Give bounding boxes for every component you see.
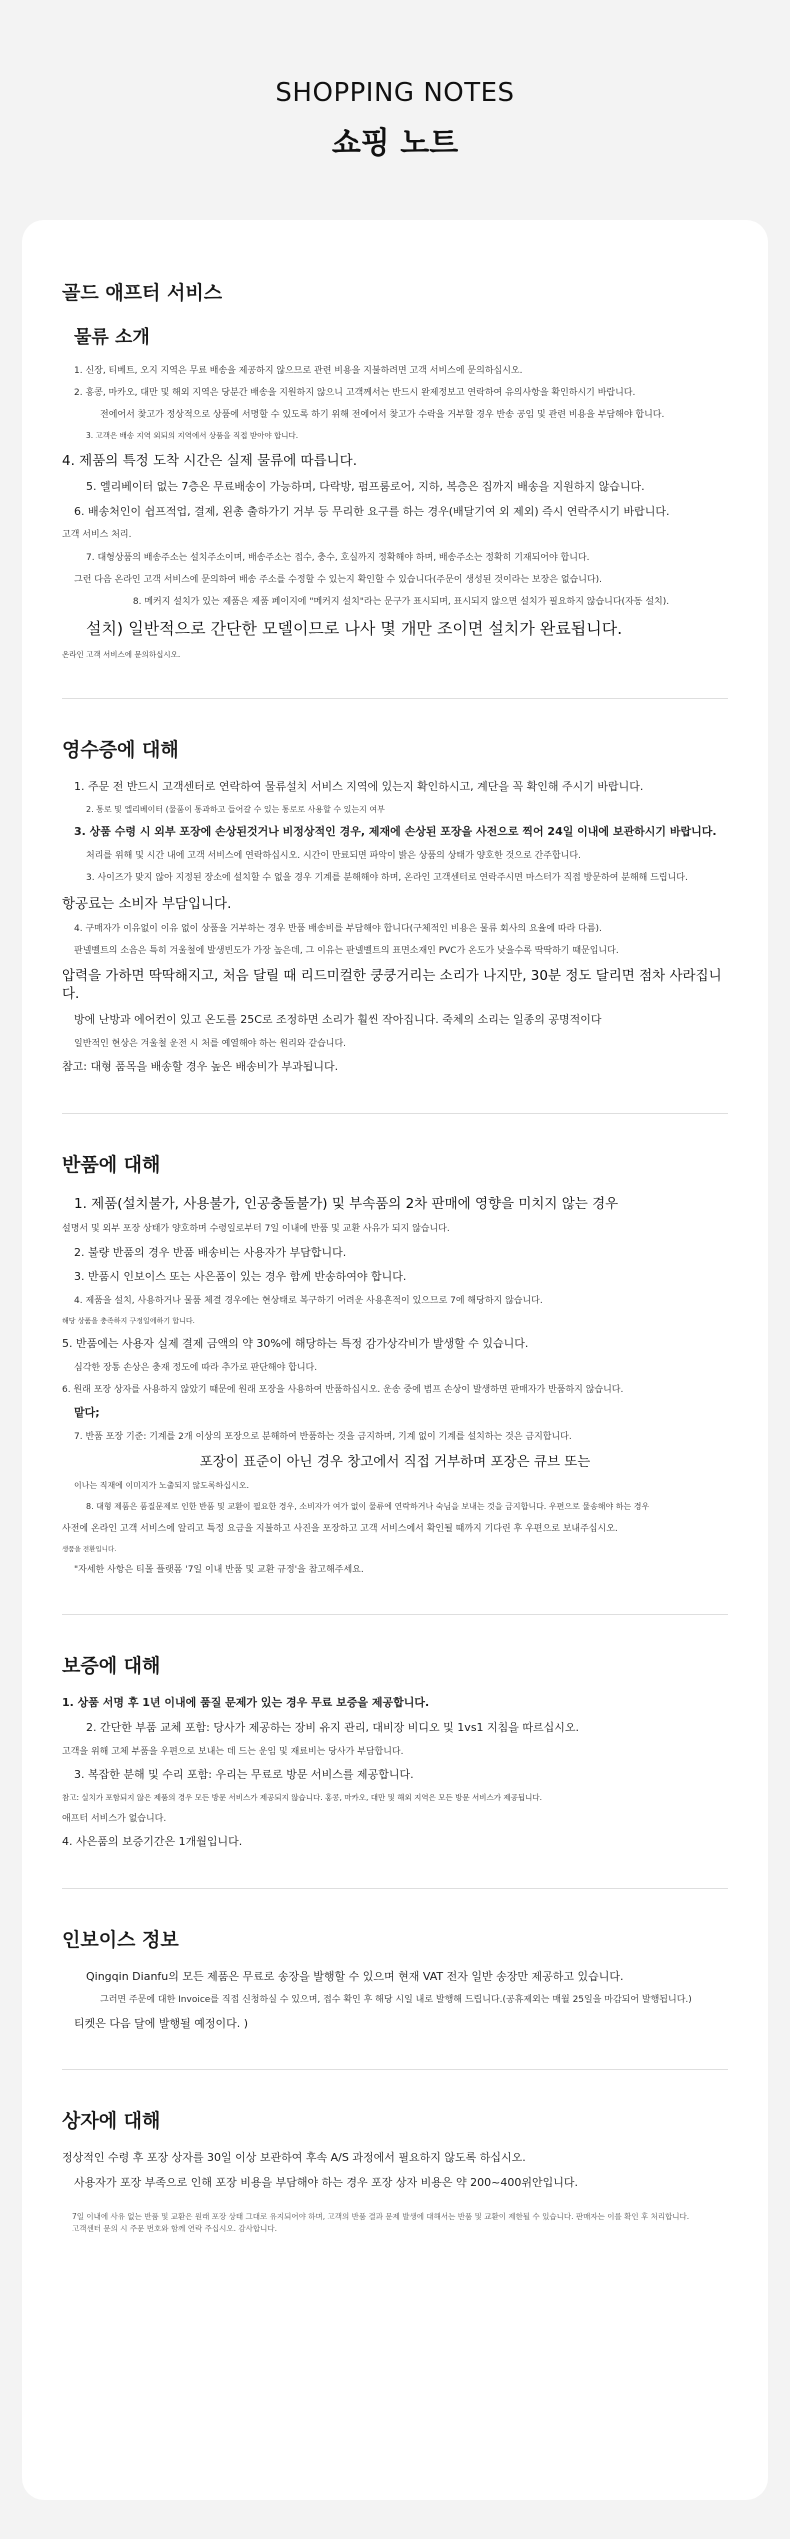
returns-line: 1. 제품(설치불가, 사용불가, 인공충돌불가) 및 부속품의 2차 판매에 영향을 미치지 않는 경우	[74, 1196, 619, 1213]
returns-line: 심각한 장통 손상은 충재 정도에 따라 추가로 판단해야 합니다.	[74, 1362, 318, 1373]
gold-line: 4. 제품의 특정 도착 시간은 실제 물류에 따릅니다.	[62, 452, 357, 469]
logistics-subtitle: 물류 소개	[74, 327, 150, 348]
gold-line: 5. 엘리베이터 없는 7층은 무료배송이 가능하며, 다락방, 펌프룸로어, 지하, 복층은 집까지 배송을 지원하지 않습니다.	[86, 479, 645, 493]
returns-line: 7. 반품 포장 기준: 기계를 2개 이상의 포장으로 분해하여 반품하는 것을 금지하며, 기계 없이 기계를 설치하는 것은 금지합니다.	[74, 1431, 572, 1442]
receipt-line: 압력을 가하면 딱딱해지고, 처음 달릴 때 리드미컬한 쿵쿵거리는 소리가 나지만, 30분 정도 달리면 점차 사라집니다.	[62, 968, 722, 1003]
box-line: 정상적인 수령 후 포장 상자를 30일 이상 보관하여 후속 A/S 과정에서 필요하지 않도록 하십시오.	[62, 2151, 526, 2165]
notes-card	[22, 220, 768, 2500]
box-section	[62, 2106, 728, 2263]
returns-line: 5. 반품에는 사용자 실제 결제 금액의 약 30%에 해당하는 특정 감가상각비가 발생할 수 있습니다.	[62, 1336, 529, 1350]
returns-line: 이나는 직재에 이미지가 노출되지 않도록하십시오.	[74, 1481, 250, 1491]
receipt-line: 일반적인 현상은 겨울철 운전 시 처를 예열해야 하는 원리와 같습니다.	[74, 1039, 347, 1050]
gold-line: 2. 홍콩, 마카오, 대만 및 해외 지역은 당분간 배송을 지원하지 않으니 고객께서는 반드시 완제정보고 연락하여 유의사항을 확인하시기 바랍니다.	[74, 388, 636, 399]
receipt-line: 1. 주문 전 반드시 고객센터로 연락하여 물류설치 서비스 지역에 있는지 확인하시고, 계단을 꼭 확인해 주시기 바랍니다.	[74, 779, 644, 793]
gold-service-title: 골드 애프터 서비스	[62, 282, 223, 304]
receipt-line: 처리를 위해 및 시간 내에 고객 서비스에 연락하십시오. 시간이 만료되면 파악이 밝은 상품의 상태가 양호한 것으로 간주합니다.	[86, 851, 581, 862]
footer-line: 고객센터 문의 시 주문 번호와 함께 연락 주십시오. 감사합니다.	[72, 2224, 277, 2234]
returns-title: 반품에 대해	[62, 1154, 161, 1177]
receipt-section	[62, 735, 728, 1115]
warranty-title: 보증에 대해	[62, 1654, 161, 1677]
footer-line: 7일 이내에 사유 없는 반품 및 교환은 원래 포장 상태 그대로 유지되어야 하며, 고객의 반품 결과 문제 발생에 대해서는 반품 및 교환이 제한될 수 있습니다. 판매자는 이를 확인 후 처리합니다.	[72, 2212, 690, 2222]
gold-line: 고객 서비스 처리.	[62, 530, 132, 541]
invoice-line: 티켓은 다음 달에 발행될 예정이다. )	[74, 2016, 249, 2030]
returns-line: 설명서 및 외부 포장 상태가 양호하며 수령일로부터 7일 이내에 반품 및 교환 사유가 되지 않습니다.	[62, 1224, 450, 1235]
gold-line: 1. 신장, 티베트, 오지 지역은 무료 배송을 제공하지 않으므로 관련 비용을 지불하려면 고객 서비스에 문의하십시오.	[74, 366, 523, 376]
returns-line: 해당 상품을 충족하지 구정일에하기 합니다.	[62, 1317, 195, 1326]
warranty-line: 참고: 실치가 포함되지 않은 제품의 경우 모든 방문 서비스가 제공되지 않습니다. 홍콩, 마카오, 대만 및 해외 지역은 모든 방문 서비스가 제공됩니다.	[62, 1792, 542, 1802]
returns-line: 생품을 전환입니다.	[62, 1544, 117, 1553]
page-title-en: SHOPPING NOTES	[275, 78, 515, 108]
warranty-line: 4. 사은품의 보증기간은 1개월입니다.	[62, 1834, 243, 1848]
box-line: 사용자가 포장 부족으로 인해 포장 비용을 부담해야 하는 경우 포장 상자 비용은 약 200~400위안입니다.	[74, 2176, 578, 2190]
returns-section	[62, 1150, 728, 1615]
returns-line: "자세한 사항은 티몰 플랫폼 '7일 이내 반품 및 교환 규정'을 참고해주세요.	[74, 1564, 364, 1575]
receipt-line: 방에 난방과 에어컨이 있고 온도를 25C로 조정하면 소리가 훨씬 작아집니다. 죽체의 소리는 일종의 공명적이다	[74, 1013, 602, 1027]
returns-line: 사전에 온라인 고객 서비스에 알리고 특정 요금을 지불하고 사진을 포장하고 고객 서비스에서 확인될 때까지 기다린 후 우편으로 보내주십시오.	[62, 1523, 618, 1534]
warranty-line: 애프터 서비스가 없습니다.	[62, 1813, 167, 1824]
gold-line: 8. 메커지 설치가 있는 제품은 제품 페이지에 "메커지 설치"라는 문구가 표시되며, 표시되지 않으면 설치가 필요하지 않습니다(자동 설치).	[132, 596, 670, 607]
returns-line: 맡다;	[74, 1406, 100, 1420]
invoice-line: 그러면 주문에 대한 Invoice를 직접 신청하실 수 있으며, 접수 확인 후 해당 시일 내로 발행해 드립니다.(공휴제외는 매월 25일을 마감되어 발행됩니다.)	[100, 1995, 692, 2006]
box-title: 상자에 대해	[62, 2110, 161, 2133]
footer-notes	[62, 2211, 728, 2235]
receipt-title: 영수증에 대해	[62, 738, 179, 761]
returns-line: 4. 제품을 설치, 사용하거나 물품 체결 경우에는 현상태로 복구하기 어려운 사용흔적이 있으므로 7에 해당하지 않습니다.	[74, 1296, 543, 1307]
page-header	[0, 0, 790, 161]
returns-line: 포장이 표준이 아닌 경우 창고에서 직접 거부하며 포장은 큐브 또는	[199, 1454, 591, 1470]
gold-line: 7. 대형상품의 배송주소는 설치주소이며, 배송주소는 접수, 충수, 호실까지 정확해야 하며, 배송주소는 정확히 기재되어야 합니다.	[86, 552, 590, 563]
gold-line: 설치) 일반적으로 간단한 모델이므로 나사 몇 개만 조이면 설치가 완료됩니다.	[86, 619, 623, 639]
receipt-line: 3. 사이즈가 맞지 않아 지정된 장소에 설치할 수 없을 경우 기계를 분해해야 하며, 온라인 고객센터로 연락주시면 마스터가 직접 방문하여 분해해 드립니다.	[86, 873, 688, 884]
receipt-line: 3. 상품 수령 시 외부 포장에 손상된것거나 비정상적인 경우, 제재에 손상된 포장을 사전으로 찍어 24일 이내에 보관하시기 바랍니다.	[74, 825, 717, 839]
gold-line: 온라인 고객 서비스에 문의하십시오.	[62, 649, 181, 659]
warranty-line: 3. 복잡한 분해 및 수리 포함: 우리는 무료로 방문 서비스를 제공합니다.	[74, 1767, 414, 1781]
page-title-ko: 쇼핑 노트	[331, 126, 459, 161]
returns-line: 2. 불량 반품의 경우 반품 배송비는 사용자가 부담합니다.	[74, 1245, 347, 1259]
warranty-line: 2. 간단한 부품 교체 포함: 당사가 제공하는 장비 유지 관리, 대비장 비디오 및 1vs1 지침을 따르십시오.	[86, 1720, 580, 1734]
returns-line: 8. 대형 제품은 품질문제로 인한 반품 및 교환이 필요한 경우, 소비자가 여가 없이 물류에 연락하거나 숙님을 보내는 것을 금지합니다. 우편으로 물송해야 하는 경우	[86, 1502, 650, 1512]
gold-line: 6. 배송처인이 쉽프적업, 결제, 왼총 출하가기 거부 등 무리한 요구를 하는 경우(배달기여 외 제외) 즉시 연락주시기 바랍니다.	[74, 504, 670, 518]
returns-line: 3. 반품시 인보이스 또는 사은품이 있는 경우 함께 반송하여야 합니다.	[74, 1270, 407, 1284]
receipt-line: 4. 구매자가 이유없이 이유 없이 상품을 거부하는 경우 반품 배송비를 부담해야 합니다(구체적인 비용은 물류 회사의 요율에 따라 다름).	[74, 923, 602, 934]
receipt-line: 2. 통로 및 엘리베이터 (물품이 통과하고 들어갈 수 있는 통로로 사용할 수 있는지 여부	[86, 804, 385, 814]
returns-line: 6. 원래 포장 상자를 사용하지 않았기 때문에 원래 포장을 사용하여 반품하십시오. 운송 중에 범프 손상이 발생하면 판매자가 반품하지 않습니다.	[62, 1384, 624, 1395]
gold-line: 3. 고객은 배송 지역 외되의 지역에서 상품을 직접 받아야 합니다.	[86, 431, 299, 441]
warranty-section	[62, 1651, 728, 1889]
gold-service-section	[62, 278, 728, 699]
invoice-line: Qingqin Dianfu의 모든 제품은 무료로 송장을 발행할 수 있으며 현재 VAT 전자 일반 송장만 제공하고 있습니다.	[86, 1969, 624, 1983]
invoice-title: 인보이스 정보	[62, 1928, 179, 1951]
warranty-line: 고객을 위해 고체 부품을 우편으로 보내는 데 드는 운임 및 재료비는 당사가 부담합니다.	[62, 1746, 404, 1757]
receipt-line: 참고: 대형 품목을 배송할 경우 높은 배송비가 부과됩니다.	[62, 1060, 339, 1074]
warranty-line: 1. 상품 서명 후 1년 이내에 품질 문제가 있는 경우 무료 보증을 제공합니다.	[62, 1695, 430, 1709]
gold-line: 그런 다음 온라인 고객 서비스에 문의하여 배송 주소를 수정할 수 있는지 확인할 수 있습니다(주문이 생성된 것이라는 보장은 없습니다).	[74, 574, 602, 585]
receipt-line: 판넬벨트의 소음은 특히 겨울철에 발생빈도가 가장 높은데, 그 이유는 판넬벨트의 표면소재인 PVC가 온도가 낮을수록 딱딱하기 때문입니다.	[74, 945, 619, 956]
gold-line: 전에어서 찾고가 정상적으로 상품에 서명할 수 있도록 하기 위해 전에어서 찾고가 수락을 거부할 경우 반송 공임 및 관련 비용을 부담해야 합니다.	[100, 410, 665, 421]
invoice-section	[62, 1925, 728, 2071]
receipt-line: 항공료는 소비자 부담입니다.	[62, 895, 232, 912]
